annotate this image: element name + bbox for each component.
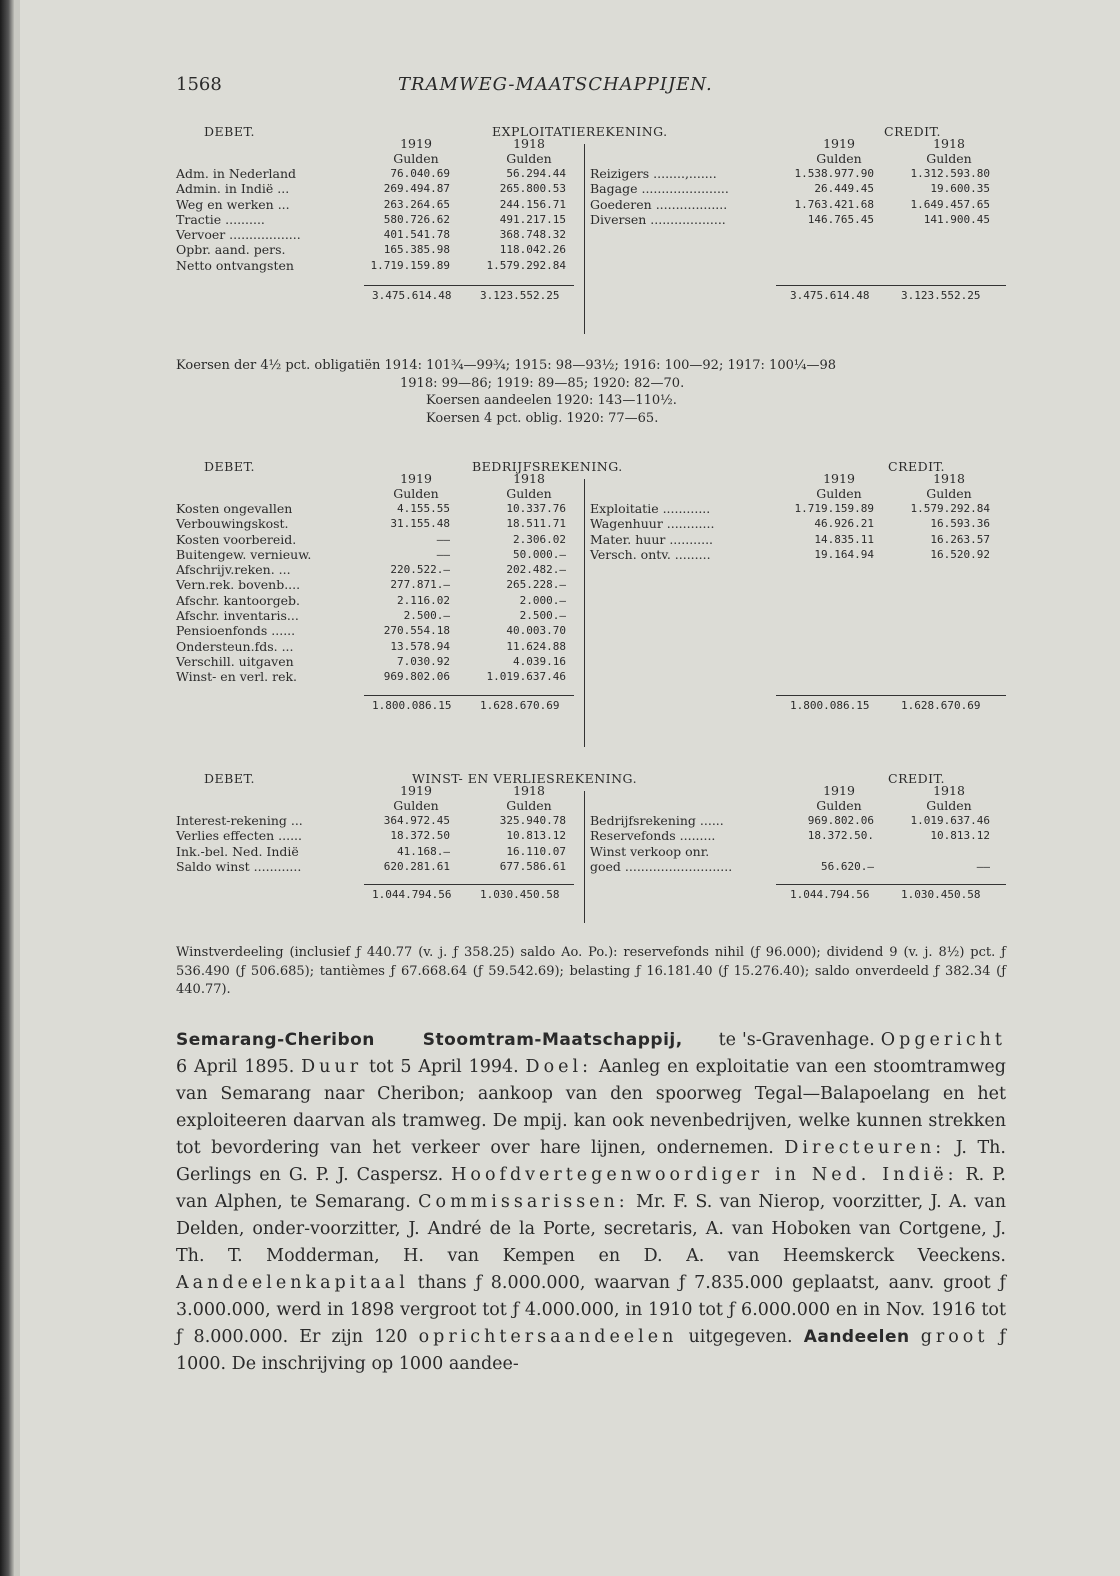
debit-label: Tractie .......... <box>176 211 265 227</box>
debit-row <box>176 669 566 684</box>
koersen-line-2: 1918: 99—86; 1919: 89—85; 1920: 82—70. <box>400 375 685 391</box>
debit-row <box>176 608 566 623</box>
year-1918-right-unit: Gulden <box>926 151 972 166</box>
debit-label: Winst- en verl. rek. <box>176 669 298 685</box>
debit-label: Ink.-bel. Ned. Indië <box>176 843 299 859</box>
debit-1918: 2.500.— <box>519 609 566 623</box>
debit-1918: 1.019.637.46 <box>486 670 566 684</box>
credit-label: Reservefonds ......... <box>590 828 716 844</box>
year-1919-left-header: 1919 <box>400 471 432 486</box>
credit-table <box>590 813 990 874</box>
credit-1918: 16.520.92 <box>930 547 990 561</box>
debit-1918: 491.217.15 <box>499 212 566 226</box>
debet-label: DEBET. <box>204 771 255 786</box>
credit-label: Reizigers ........,....... <box>590 166 717 181</box>
debit-1918: 325.940.78 <box>499 814 566 827</box>
credit-1918: 1.019.637.46 <box>910 814 990 827</box>
debit-1919: 2.116.02 <box>397 593 450 607</box>
year-1919-right-header: 1919 <box>823 136 855 151</box>
debit-label: Kosten voorbereid. <box>176 531 297 547</box>
opgericht-value: 6 April 1895. <box>176 1057 295 1077</box>
debit-1919: 2.500.— <box>403 609 450 623</box>
debit-label: Admin. in Indië ... <box>176 181 290 197</box>
credit-row <box>590 813 990 828</box>
debit-label: Saldo winst ............ <box>176 858 302 874</box>
debit-total-1918: 3.123.552.25 <box>480 289 560 303</box>
debit-total-1918: 1.030.450.58 <box>480 888 560 902</box>
year-1918-right-header: 1918 <box>933 471 965 486</box>
credit-label: Versch. ontv. ......... <box>590 546 711 562</box>
credit-table <box>590 501 990 562</box>
debit-label: Vervoer .................. <box>176 227 301 243</box>
account-exploitatie <box>176 124 1006 344</box>
debit-label: Ondersteun.fds. ... <box>176 638 294 654</box>
credit-1919: 18.372.50. <box>807 829 874 843</box>
debit-1919: 270.554.18 <box>383 624 450 638</box>
company-entry <box>176 1027 1006 1378</box>
credit-row <box>590 212 990 227</box>
debit-1918: 40.003.70 <box>506 624 566 638</box>
debit-row <box>176 577 566 592</box>
aandeelen-value: ƒ 1000. De inschrijving op 1000 aandee- <box>176 1327 1006 1374</box>
groot-label: groot <box>920 1327 989 1347</box>
debit-1919: 41.168.— <box>397 844 450 858</box>
debit-row <box>176 212 566 227</box>
debit-label: Afschr. kantoorgeb. <box>176 592 300 608</box>
debit-1919: 13.578.94 <box>390 639 450 653</box>
debit-1918: 2.000.— <box>519 593 566 607</box>
koersen-block <box>176 357 1006 427</box>
credit-1919: 19.164.94 <box>814 547 874 561</box>
duur-label: Duur <box>301 1057 363 1077</box>
credit-label: CREDIT. <box>888 771 946 786</box>
debit-1919: —— <box>436 547 450 561</box>
credit-total-1918: 3.123.552.25 <box>901 289 981 303</box>
credit-total-1919: 3.475.614.48 <box>790 289 870 303</box>
debit-1919: 580.726.62 <box>383 212 450 226</box>
credit-1918: 141.900.45 <box>923 212 990 226</box>
debet-label: DEBET. <box>204 124 255 139</box>
debit-1919: 969.802.06 <box>383 670 450 684</box>
debit-label: Interest-rekening ... <box>176 813 303 828</box>
credit-total-rule <box>776 285 1006 286</box>
debit-total-rule <box>364 285 574 286</box>
debit-row <box>176 258 566 273</box>
credit-label: Exploitatie ............ <box>590 501 711 516</box>
aandeelenkapitaal-value: thans ƒ 8.000.000, waarvan ƒ 7.835.000 geplaatst, aanv. groot ƒ 3.000.000, werd in 1898 vergroot tot ƒ 4.000.000, in 1910 tot ƒ 6.000.000 en in Nov. 1916 tot ƒ 8.000.000. Er zijn 120 <box>176 1273 1006 1347</box>
debit-label: Vern.rek. bovenb.... <box>176 577 301 593</box>
debit-row <box>176 828 566 843</box>
debit-1919: —— <box>436 532 450 546</box>
debit-1919: 364.972.45 <box>383 814 450 827</box>
seat: 's-Gravenhage. <box>741 1030 875 1050</box>
credit-1919: 46.926.21 <box>814 517 874 531</box>
year-1919-left-header: 1919 <box>400 783 432 798</box>
debit-1918: 1.579.292.84 <box>486 258 566 272</box>
credit-1918: 10.813.12 <box>930 829 990 843</box>
account-title: EXPLOITATIEREKENING. <box>492 124 668 139</box>
hoofdvertegenwoordiger-value: R. P. van Alphen, te Semarang. <box>176 1165 1006 1212</box>
debit-row <box>176 547 566 562</box>
year-1918-left-header: 1918 <box>513 136 545 151</box>
credit-total-1918: 1.030.450.58 <box>901 888 981 902</box>
credit-1919 <box>790 844 874 859</box>
credit-1918: 1.312.593.80 <box>910 167 990 180</box>
credit-label: Bagage ...................... <box>590 181 729 197</box>
opgericht-label: Opgericht <box>880 1030 1006 1050</box>
running-title: TRAMWEG-MAATSCHAPPIJEN. <box>398 74 713 95</box>
credit-1919: 1.538.977.90 <box>794 167 874 180</box>
account-divider-line <box>584 791 585 923</box>
debit-table <box>176 501 566 685</box>
debit-1918: 10.337.76 <box>506 502 566 515</box>
credit-table <box>590 166 990 227</box>
debit-table <box>176 166 566 273</box>
credit-total-1919: 1.800.086.15 <box>790 698 870 712</box>
account-title: WINST- EN VERLIESREKENING. <box>412 771 638 786</box>
winstverdeeling-paragraph: Winstverdeeling (inclusief ƒ 440.77 (v. j. ƒ 358.25) saldo Ao. Po.): reservefonds nihil (ƒ 96.000); dividend 9 (v. j. 8½) pct. ƒ 536.490 (ƒ 506.685); tantièmes ƒ 67.668.64 (ƒ 59.542.69); belasting ƒ 16.181.40 (ƒ 15.276.40); saldo onverdeeld ƒ 382.34 (ƒ 440.77). <box>176 945 1006 997</box>
debit-1918: 265.228.— <box>506 578 566 592</box>
hoofdvertegenwoordiger-label: Hoofdvertegenwoordiger in Ned. Indië: <box>451 1165 958 1185</box>
debit-row <box>176 623 566 638</box>
debit-total-1919: 1.044.794.56 <box>372 888 452 902</box>
debit-1919: 620.281.61 <box>383 859 450 873</box>
debit-row <box>176 166 566 181</box>
credit-1919: 56.620.— <box>821 859 874 873</box>
credit-label: Diversen ................... <box>590 211 726 227</box>
debit-label: Afschr. inventaris... <box>176 608 299 624</box>
debit-1918: 118.042.26 <box>499 243 566 257</box>
credit-1918 <box>874 844 990 859</box>
debit-1919: 76.040.69 <box>390 167 450 180</box>
year-1919-left-unit: Gulden <box>393 798 439 813</box>
credit-row <box>590 166 990 181</box>
credit-1918: 19.600.35 <box>930 182 990 196</box>
debit-label: Verschill. uitgaven <box>176 653 294 669</box>
debit-label: Kosten ongevallen <box>176 501 293 516</box>
year-1918-left-unit: Gulden <box>506 151 552 166</box>
credit-row <box>590 181 990 196</box>
debit-row <box>176 654 566 669</box>
year-1918-left-header: 1918 <box>513 783 545 798</box>
doel-value: Aanleg en exploitatie van een stoomtramweg van Semarang naar Cheribon; aankoop van den spoorweg Tegal—Balapoelang en het exploiteeren daarvan als tramweg. De mpij. kan ook nevenbedrijven, welke kunnen strekken tot bevordering van het verkeer over hare lijnen, ondernemen. <box>176 1057 1006 1158</box>
debit-row <box>176 242 566 257</box>
credit-label: CREDIT. <box>888 459 946 474</box>
debit-row <box>176 593 566 608</box>
account-bedrijf <box>176 459 1006 759</box>
debit-1919: 165.385.98 <box>383 243 450 257</box>
credit-row <box>590 844 990 859</box>
credit-1919: 1.719.159.89 <box>794 502 874 515</box>
credit-total-rule <box>776 695 1006 696</box>
credit-1918: 1.579.292.84 <box>910 502 990 515</box>
koersen-line-4: Koersen 4 pct. oblig. 1920: 77—65. <box>426 410 659 426</box>
year-1918-right-header: 1918 <box>933 136 965 151</box>
debit-label: Verbouwingskost. <box>176 516 289 532</box>
commissarissen-label: Commissarissen: <box>418 1192 629 1212</box>
credit-1919: 1.763.421.68 <box>794 197 874 211</box>
debit-row <box>176 859 566 874</box>
account-winst-verlies <box>176 771 1006 931</box>
credit-1918: 16.593.36 <box>930 517 990 531</box>
company-name-2: Stoomtram-Maatschappij, <box>422 1030 683 1050</box>
credit-1919: 969.802.06 <box>807 814 874 827</box>
company-name-1: Semarang-Cheribon <box>176 1030 375 1050</box>
debit-1918: 368.748.32 <box>499 228 566 242</box>
year-1919-right-unit: Gulden <box>816 486 862 501</box>
year-1918-right-unit: Gulden <box>926 486 972 501</box>
credit-1918: 1.649.457.65 <box>910 197 990 211</box>
year-1918-right-unit: Gulden <box>926 798 972 813</box>
commissarissen-value: Mr. F. S. van Nierop, voorzitter, J. A. van Delden, onder-voorzitter, J. André de la Porte, secretaris, A. van Hoboken van Cortgene, J. Th. T. Modderman, H. van Kempen en D. A. van Heemskerck Veeckens. <box>176 1192 1006 1266</box>
debit-label: Weg en werken ... <box>176 196 290 212</box>
debit-row <box>176 516 566 531</box>
credit-label: Winst verkoop onr. <box>590 843 710 859</box>
debit-total-rule <box>364 884 574 885</box>
credit-label: CREDIT. <box>884 124 942 139</box>
oprichtersaandeelen-value: uitgegeven. <box>688 1327 793 1347</box>
credit-label: Wagenhuur ............ <box>590 516 715 532</box>
debet-label: DEBET. <box>204 459 255 474</box>
aandeelenkapitaal-label: Aandeelenkapitaal <box>176 1273 409 1293</box>
year-1919-left-header: 1919 <box>400 136 432 151</box>
debit-1918: 244.156.71 <box>499 197 566 211</box>
debit-label: Verlies effecten ...... <box>176 828 302 844</box>
debit-1919: 7.030.92 <box>397 654 450 668</box>
debit-1918: 16.110.07 <box>506 844 566 858</box>
credit-1919: 14.835.11 <box>814 532 874 546</box>
credit-row <box>590 516 990 531</box>
credit-row <box>590 547 990 562</box>
debit-label: Buitengew. vernieuw. <box>176 546 312 562</box>
debit-1919: 1.719.159.89 <box>370 258 450 272</box>
debit-row <box>176 639 566 654</box>
credit-row <box>590 859 990 874</box>
credit-1919: 146.765.45 <box>807 212 874 226</box>
debit-1919: 401.541.78 <box>383 228 450 242</box>
debit-1918: 4.039.16 <box>513 654 566 668</box>
doel-label: Doel: <box>525 1057 592 1077</box>
debit-1919: 277.871.— <box>390 578 450 592</box>
debit-1918: 56.294.44 <box>506 167 566 180</box>
debit-1918: 202.482.— <box>506 563 566 577</box>
directeuren-value: J. Th. Gerlings en G. P. J. Caspersz. <box>176 1138 1006 1185</box>
credit-1918: —— <box>976 859 990 873</box>
debit-total-1918: 1.628.670.69 <box>480 698 560 712</box>
year-1918-left-header: 1918 <box>513 471 545 486</box>
credit-label: goed ........................... <box>590 858 733 874</box>
debit-label: Opbr. aand. pers. <box>176 242 286 258</box>
debit-1918: 265.800.53 <box>499 182 566 196</box>
debit-1919: 18.372.50 <box>390 829 450 843</box>
debit-row <box>176 197 566 212</box>
credit-row <box>590 828 990 843</box>
debit-1919: 263.264.65 <box>383 197 450 211</box>
account-title: BEDRIJFSREKENING. <box>472 459 623 474</box>
year-1919-right-unit: Gulden <box>816 798 862 813</box>
credit-total-1919: 1.044.794.56 <box>790 888 870 902</box>
account-divider-line <box>584 479 585 747</box>
debit-1919: 4.155.55 <box>397 502 450 515</box>
credit-total-1918: 1.628.670.69 <box>901 698 981 712</box>
credit-label: Mater. huur ........... <box>590 531 714 547</box>
credit-label: Bedrijfsrekening ...... <box>590 813 724 828</box>
debit-total-1919: 1.800.086.15 <box>372 698 452 712</box>
credit-row <box>590 501 990 516</box>
year-1919-right-unit: Gulden <box>816 151 862 166</box>
debit-1918: 50.000.— <box>513 547 566 561</box>
debit-label: Afschrijv.reken. ... <box>176 562 291 578</box>
debit-1918: 11.624.88 <box>506 639 566 653</box>
credit-total-rule <box>776 884 1006 885</box>
credit-1918: 16.263.57 <box>930 532 990 546</box>
koersen-line-1: Koersen der 4½ pct. obligatiën 1914: 101¾—99¾; 1915: 98—93½; 1916: 100—92; 1917: 100¼—98 <box>176 358 837 373</box>
debit-1918: 2.306.02 <box>513 532 566 546</box>
debit-label: Adm. in Nederland <box>176 166 297 181</box>
debit-1918: 677.586.61 <box>499 859 566 873</box>
debit-row <box>176 562 566 577</box>
year-1919-right-header: 1919 <box>823 471 855 486</box>
debit-total-1919: 3.475.614.48 <box>372 289 452 303</box>
debit-1918: 10.813.12 <box>506 829 566 843</box>
credit-1919: 26.449.45 <box>814 182 874 196</box>
page-number: 1568 <box>176 74 222 95</box>
directeuren-label: Directeuren: <box>784 1138 946 1158</box>
year-1918-right-header: 1918 <box>933 783 965 798</box>
debit-row <box>176 501 566 516</box>
debit-row <box>176 532 566 547</box>
year-1919-left-unit: Gulden <box>393 486 439 501</box>
debit-1919: 269.494.87 <box>383 182 450 196</box>
debit-row <box>176 227 566 242</box>
credit-row <box>590 197 990 212</box>
te-word: te <box>718 1030 736 1050</box>
debit-label: Pensioenfonds ...... <box>176 623 296 639</box>
account-divider-line <box>584 144 585 334</box>
aandeelen-label: Aandeelen <box>803 1327 910 1347</box>
koersen-line-3: Koersen aandeelen 1920: 143—110½. <box>426 393 677 408</box>
year-1918-left-unit: Gulden <box>506 486 552 501</box>
credit-row <box>590 532 990 547</box>
debit-row <box>176 844 566 859</box>
oprichtersaandeelen-label: oprichtersaandeelen <box>418 1327 678 1347</box>
debit-row <box>176 181 566 196</box>
running-header <box>176 74 1006 102</box>
debit-1918: 18.511.71 <box>506 517 566 531</box>
debit-row <box>176 813 566 828</box>
credit-label: Goederen .................. <box>590 196 728 212</box>
year-1919-right-header: 1919 <box>823 783 855 798</box>
year-1918-left-unit: Gulden <box>506 798 552 813</box>
debit-label: Netto ontvangsten <box>176 257 294 273</box>
year-1919-left-unit: Gulden <box>393 151 439 166</box>
debit-1919: 31.155.48 <box>390 517 450 531</box>
debit-1919: 220.522.— <box>390 563 450 577</box>
debit-total-rule <box>364 695 574 696</box>
duur-value: tot 5 April 1994. <box>368 1057 519 1077</box>
debit-table <box>176 813 566 874</box>
